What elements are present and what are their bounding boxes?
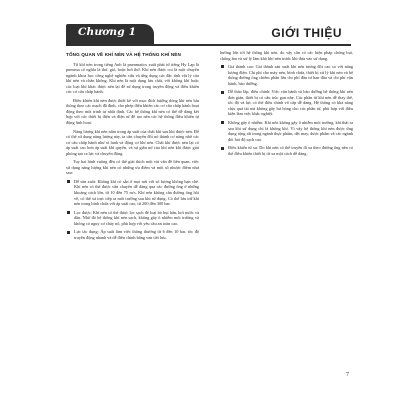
paragraph: hưởng lớn tới hệ thống khí nén, do vậy cần có các biện pháp chống bụi, chống ẩm và xử lý làm khô khí nén trước khi đưa vào sử dụng. [220, 50, 353, 61]
paragraph: Năng lượng khí nén nằm trong áp suất của chất khí sau khi được nén. Để có thể sử dụng năng lượng này, ta cần chuyển đổi nó thành cơ năng nhờ các cơ cấu chấp hành như xi lanh và động cơ khí nén. Chất khí được nén lại có áp suất cao hơn áp suất khí quyển, và sự giãn nở của khí nén khi được giải phóng tạo ra lực và chuyển động. [66, 128, 199, 156]
square-bullet-icon [67, 180, 70, 183]
list-item-text: Điều khiển từ xa: Do khí nén có thể truyền đi xa theo đường ống nên có thể điều khiển thiết bị từ xa một cách dễ dàng. [228, 145, 353, 156]
square-bullet-icon [67, 211, 70, 214]
right-column [220, 50, 353, 380]
list-item [220, 89, 353, 117]
square-bullet-icon [67, 231, 70, 234]
list-item-text: Lọc được: Khí nén có thể được lọc sạch để loại bỏ bụi bẩn, hơi nước và dầu. Nhờ đó hệ thống khí nén sạch, không gây ô nhiễm môi trường và không có nguy cơ cháy nổ, phù hợp với yêu cầu an toàn cao. [74, 209, 199, 226]
chapter-label: Chương 1 [78, 26, 137, 38]
list-item [66, 229, 199, 240]
square-bullet-icon [221, 147, 224, 150]
list-item-text: Dễ sản xuất: Không khí có sẵn ở mọi nơi với số lượng không hạn chế. Khí nén có thể được vận chuyển dễ dàng qua các đường ống ở những khoảng cách lớn, từ 10 đến 75 m/s. Khí nén không cần đường ống hồi về, có thể xả trực tiếp ra môi trường sau khi sử dụng. Có thể lưu trữ khí nén trong bình chứa với áp suất cao, từ 200 đến 300 bar. [74, 178, 199, 207]
list-item-text: Không gây ô nhiễm: Khí nén không gây ô nhiễm môi trường, khí thải ra sau khi sử dụng chỉ là không khí. Vì vậy hệ thống khí nén được ứng dụng rộng rãi trong ngành thực phẩm, dệt may, dược phẩm và các ngành đòi hỏi độ sạch cao. [228, 120, 353, 142]
bullet-list [66, 179, 199, 240]
list-item-text: Lực tác dụng: Áp suất làm việc thông thường từ 6 đến 10 bar, tốc độ truyền động nhanh và dễ điều chỉnh bằng van tiết lưu. [74, 229, 199, 240]
list-item [66, 179, 199, 207]
square-bullet-icon [221, 121, 224, 124]
section-heading: TỔNG QUAN VỀ KHÍ NÉN VÀ HỆ THỐNG KHÍ NÉN [66, 52, 181, 57]
paragraph: Điều khiển khí nén được thiết kế với mục đích hướng dòng khí nén lưu thông theo các mạch đã định, cho phép điều khiển các cơ cấu chấp hành hoạt động theo một trình tự nhất định. Các hệ thống khí nén có thể dễ dàng kết hợp với các thiết bị điện và điện tử để tạo nên các hệ thống điều khiển tự động linh hoạt. [66, 97, 199, 126]
header-rule [66, 44, 351, 46]
list-item [66, 210, 199, 227]
left-column [66, 50, 199, 380]
list-item-text: Dễ tháo lắp, điều chỉnh: Việc vận hành và bảo dưỡng hệ thống khí nén đơn giản, thiết bị có cấu trúc gọn nhẹ. Các phần tử khí nén dễ thay thế, tốc độ và lực có thể điều chỉnh vô cấp dễ dàng. Hệ thống có khả năng chịu quá tải mà không gây hư hỏng cho các phần tử, phù hợp với điều kiện làm việc khắc nghiệt. [228, 89, 353, 117]
paragraph: Từ khí nén trong tiếng Anh là pneumatics xuất phát từ tiếng Hy Lạp là pneuma có nghĩa là thở, gió, hoặc hơi thở. Khí nén được coi là một chuyên ngành khoa học công nghệ nghiên cứu và ứng dụng các đặc tính vật lý của khí nén và chân không. Khí nén là một dạng lưu chất, với không khí hoặc các loại khí khác được nén lại để sử dụng trong truyền động và điều khiển các cơ cấu chấp hành. [66, 61, 199, 95]
paragraph: Tuy hai hình vuông đều có thể giải thích một vài vấn đề liên quan, việc sử dụng năng lượng khí nén có những ưu điểm và một số nhược điểm như sau: [66, 159, 199, 176]
list-item [220, 120, 353, 142]
chapter-title: GIỚI THIỆU [271, 26, 342, 40]
list-item-text: Giá thành cao: Giá thành sản xuất khí nén tương đối cao so với năng lượng điện. Chi phí cho máy nén, bình chứa, thiết bị xử lý khí nén và hệ thống đường ống chiếm phần lớn chi phí đầu tư ban đầu và chi phí vận hành, bảo dưỡng. [228, 64, 353, 86]
square-bullet-icon [221, 91, 224, 94]
list-item [220, 64, 353, 86]
bullet-list [220, 64, 353, 156]
list-item [220, 145, 353, 156]
square-bullet-icon [221, 65, 224, 68]
page-number: 7 [346, 372, 349, 378]
